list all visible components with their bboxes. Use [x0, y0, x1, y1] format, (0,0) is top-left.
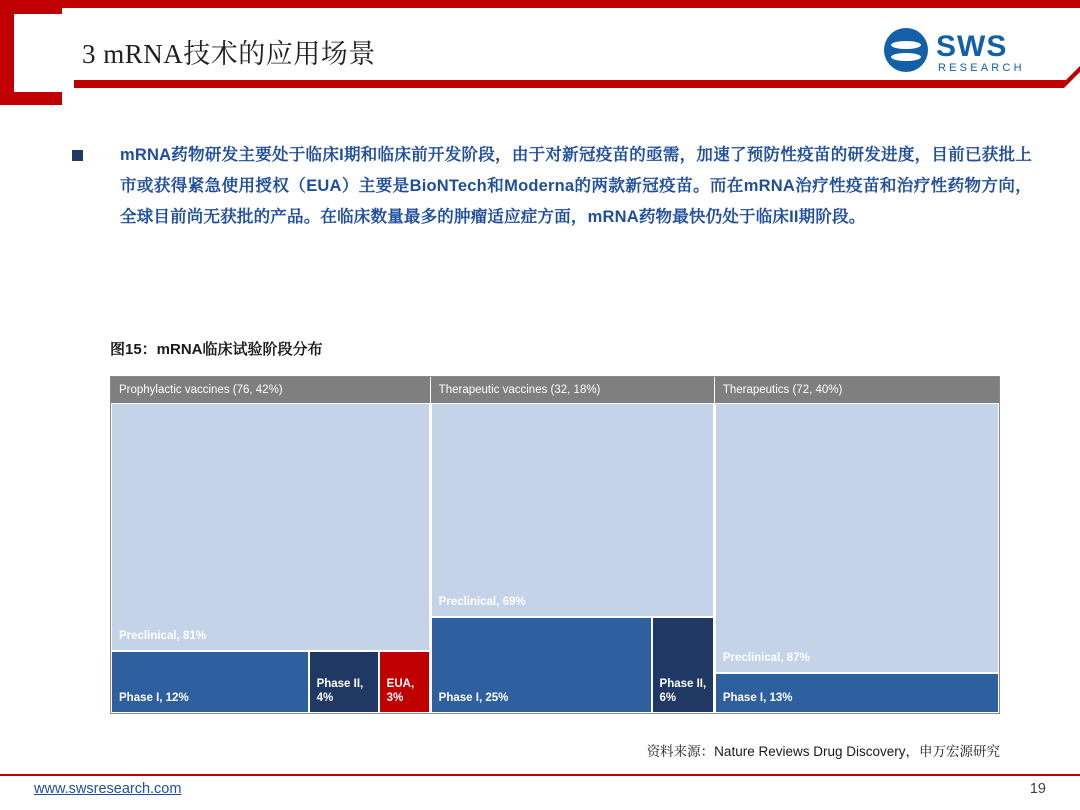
treemap-segment-label: EUA, 3% [386, 678, 415, 704]
bullet-block [72, 140, 1032, 233]
header-white-wedge [14, 14, 74, 92]
treemap-segment-label: Phase I, 25% [438, 691, 509, 704]
logo-sub-text: RESEARCH [938, 62, 1025, 74]
bullet-paragraph: mRNA药物研发主要处于临床I期和临床前开发阶段，由于对新冠疫苗的亟需，加速了预防性疫苗的研发进度，目前已获批上市或获得紧急使用授权（EUA）主要是BioNTech和Moderna的两款新冠疫苗。而在mRNA治疗性疫苗和治疗性药物方向，全球目前尚无获批的产品。在临床数量最多的肿瘤适应症方面，mRNA药物最快仍处于临床II期阶段。 [120, 146, 1032, 226]
treemap-column-header: Therapeutics (72, 40%) [715, 377, 999, 403]
sws-logo [884, 26, 1054, 78]
treemap-column-header: Therapeutic vaccines (32, 18%) [431, 377, 714, 403]
treemap-segment [715, 403, 999, 673]
footer-url-link[interactable]: www.swsresearch.com [34, 781, 182, 797]
treemap-segment-label: Phase II, 6% [659, 677, 707, 704]
treemap-segment-label: Preclinical, 81% [119, 630, 206, 642]
page-title: 3 mRNA技术的应用场景 [82, 39, 376, 69]
treemap-segment-label: Preclinical, 69% [438, 595, 526, 608]
figure-title: 图15：mRNA临床试验阶段分布 [110, 341, 323, 358]
bullet-marker-icon [72, 150, 83, 161]
treemap-segment [652, 617, 714, 713]
treemap-column [715, 377, 999, 713]
treemap-segment [111, 651, 309, 713]
treemap-segment [431, 403, 714, 617]
treemap-segment [715, 673, 999, 713]
treemap-segment [111, 403, 430, 651]
treemap-segment-label: Phase I, 12% [119, 692, 189, 704]
treemap-segment [379, 651, 430, 713]
footer-divider [0, 774, 1080, 776]
treemap-column [111, 377, 431, 713]
logo-brand-text: SWS [936, 30, 1008, 63]
treemap-segment-label: Phase II, 4% [316, 678, 364, 704]
source-note: 资料来源：Nature Reviews Drug Discovery，申万宏源研究 [646, 744, 1000, 759]
treemap-segment [431, 617, 652, 713]
treemap-column-header: Prophylactic vaccines (76, 42%) [111, 377, 430, 403]
treemap-chart [110, 376, 1000, 714]
treemap-segment-label: Preclinical, 87% [722, 651, 810, 664]
slide-header [0, 0, 1080, 105]
treemap-segment-label: Phase I, 13% [722, 691, 793, 704]
logo-globe-icon [884, 28, 928, 72]
treemap-segment [309, 651, 379, 713]
treemap-column [431, 377, 715, 713]
page-number: 19 [1029, 781, 1046, 797]
